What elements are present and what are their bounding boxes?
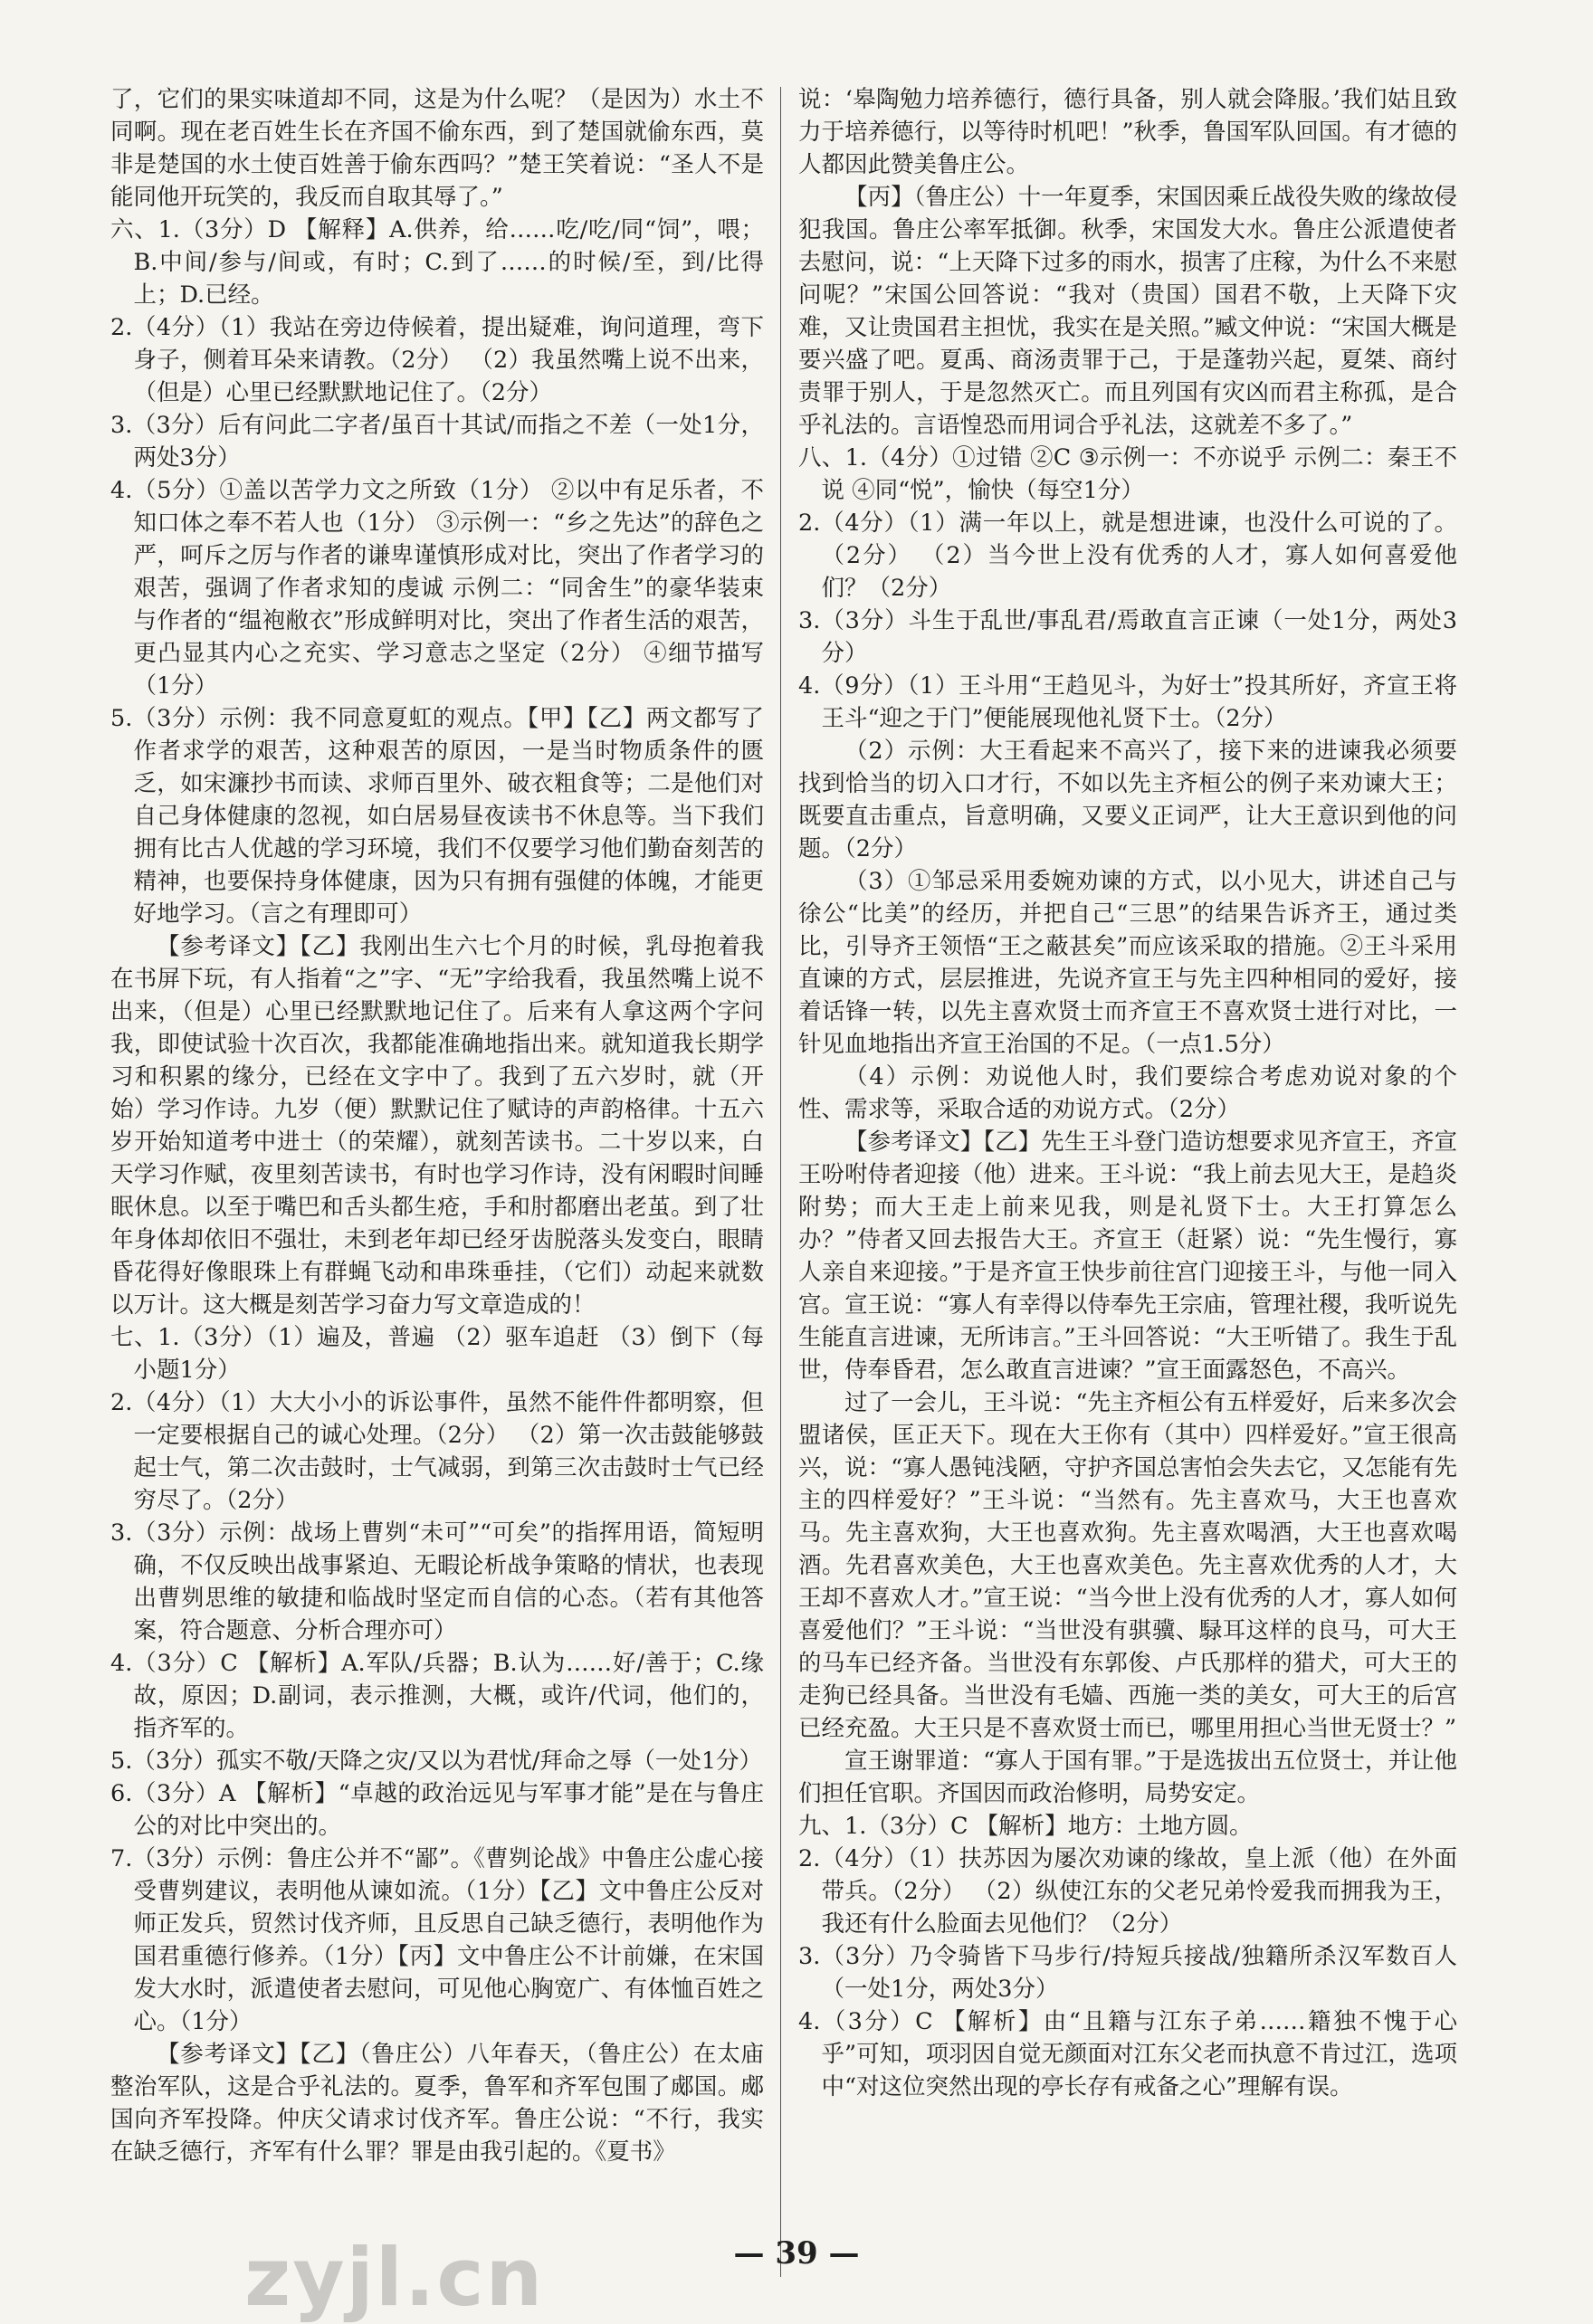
column-divider: [780, 87, 781, 2277]
paragraph: 宣王谢罪道：“寡人于国有罪。”于是选拔出五位贤士，并让他们担任官职。齐国因而政治修明，局势安定。: [798, 1748, 1457, 1807]
paragraph: 【参考译文】【乙】先生王斗登门造访想要求见齐宣王，齐宣王吩咐侍者迎接（他）进来。王斗说：“我上前去见大王，是趋炎附势；而大王走上前来见我，则是礼贤下士。大王打算怎么办？”侍者又回去报告大王。齐宣王（赶紧）说：“先生慢行，寡人亲自来迎接。”于是齐宣王快步前往宫门迎接王斗，与他一同入宫。宣王说：“寡人有幸得以侍奉先王宗庙，管理社稷，我听说先生能直言进谏，无所讳言。”王斗回答说：“大王听错了。我生于乱世，侍奉昏君，怎么敢直言进谏？”宣王面露怒色，不高兴。: [798, 1129, 1457, 1384]
paragraph: 【丙】（鲁庄公）十一年夏季，宋国因乘丘战役失败的缘故侵犯我国。鲁庄公率军抵御。秋季，宋国发大水。鲁庄公派遣使者去慰问，说：“上天降下过多的雨水，损害了庄稼，为什么不来慰问呢？”宋国公回答说：“我对（贵国）国君不敬，上天降下灾难，又让贵国君主担忧，我实在是关照。”臧文仲说：“宋国大概是要兴盛了吧。夏禹、商汤责罪于己，于是蓬勃兴起，夏桀、商纣责罪于别人，于是忽然灭亡。而且列国有灾凶而君主称孤，是合乎礼法的。言语惶恐而用词合乎礼法，这就差不多了。”: [798, 184, 1457, 439]
paragraph: 【参考译文】【乙】（鲁庄公）八年春天，（鲁庄公）在太庙整治军队，这是合乎礼法的。夏季，鲁军和齐军包围了郕国。郕国向齐军投降。仲庆父请求讨伐齐军。鲁庄公说：“不行，我实在缺乏德行，齐军有什么罪？罪是由我引起的。《夏书》: [110, 2041, 764, 2166]
paragraph: 说：‘皋陶勉力培养德行，德行具备，别人就会降服。’我们姑且致力于培养德行，以等待时机吧！”秋季，鲁国军队回国。有才德的人都因此赞美鲁庄公。: [798, 86, 1457, 178]
paragraph: 5.（3分）示例：我不同意夏虹的观点。【甲】【乙】两文都写了作者求学的艰苦，这种艰苦的原因，一是当时物质条件的匮乏，如宋濂抄书而读、求师百里外、破衣粗食等；二是他们对自己身体健康的忽视，如白居易昼夜读书不休息等。当下我们拥有比古人优越的学习环境，我们不仅要学习他们勤奋刻苦的精神，也要保持身体健康，因为只有拥有强健的体魄，才能更好地学习。（言之有理即可）: [110, 705, 764, 928]
paragraph: 4.（5分）①盖以苦学力文之所致（1分） ②以中有足乐者，不知口体之奉不若人也（1分） ③示例一：“乡之先达”的辞色之严，呵斥之厉与作者的谦卑谨慎形成对比，突出了作者学习的艰苦，强调了作者求知的虔诚 示例二：“同舍生”的豪华装束与作者的“缊袍敝衣”形成鲜明对比，突出了作者生活的艰苦，更凸显其内心之充实、学习意志之坚定（2分） ④细节描写（1分）: [110, 477, 764, 700]
paragraph: 2.（4分）（1）满一年以上，就是想进谏，也没什么可说的了。（2分） （2）当今世上没有优秀的人才，寡人如何喜爱他们？（2分）: [798, 510, 1457, 602]
paragraph: 七、1.（3分）（1）遍及，普遍 （2）驱车追赶 （3）倒下（每小题1分）: [110, 1324, 764, 1384]
paragraph: 5.（3分）孤实不敬/天降之灾/又以为君忧/拜命之辱（一处1分）: [110, 1748, 763, 1775]
left-column: [110, 83, 764, 2168]
paragraph: 2.（4分）（1）大大小小的诉讼事件，虽然不能件件都明察，但一定要根据自己的诚心处理。（2分） （2）第一次击鼓能够鼓起士气，第二次击鼓时，士气减弱，到第三次击鼓时士气已经穷尽了。（2分）: [110, 1389, 764, 1514]
paragraph: 八、1.（4分）①过错 ②C ③示例一：不亦说乎 示例二：秦王不说 ④同“悦”，愉快（每空1分）: [798, 444, 1457, 504]
paragraph: 2.（4分）（1）扶苏因为屡次劝谏的缘故，皇上派（他）在外面带兵。（2分） （2）纵使江东的父老兄弟怜爱我而拥我为王，我还有什么脸面去见他们？（2分）: [798, 1845, 1457, 1938]
page-number: — 39 —: [733, 2235, 860, 2272]
paragraph: 4.（3分）C 【解析】A.军队/兵器；B.认为……好/善于；C.缘故，原因；D.副词，表示推测，大概，或许/代词，他们的，指齐军的。: [110, 1650, 764, 1742]
paragraph: 2.（4分）（1）我站在旁边侍候着，提出疑难，询问道理，弯下身子，侧着耳朵来请教。（2分） （2）我虽然嘴上说不出来，（但是）心里已经默默地记住了。（2分）: [110, 314, 764, 406]
paragraph: 4.（3分）C 【解析】由“且籍与江东子弟……籍独不愧于心乎”可知，项羽因自觉无颜面对江东父老而执意不肯过江，选项中“对这位突然出现的亭长存有戒备之心”理解有误。: [798, 2008, 1457, 2100]
paragraph: 7.（3分）示例：鲁庄公并不“鄙”。《曹刿论战》中鲁庄公虚心接受曹刿建议，表明他从谏如流。（1分）【乙】文中鲁庄公反对师正发兵，贸然讨伐齐师，且反思自己缺乏德行，表明他作为国君重德行修养。（1分）【丙】文中鲁庄公不计前嫌，在宋国发大水时，派遣使者去慰问，可见他心胸宽广、有体恤百姓之心。（1分）: [110, 1845, 764, 2035]
paragraph: （4）示例：劝说他人时，我们要综合考虑劝说对象的个性、需求等，采取合适的劝说方式。（2分）: [798, 1063, 1457, 1123]
watermark: zyjl.cn: [244, 2231, 545, 2324]
paragraph: 了，它们的果实味道却不同，这是为什么呢？（是因为）水土不同啊。现在老百姓生长在齐国不偷东西，到了楚国就偷东西，莫非是楚国的水土使百姓善于偷东西吗？”楚王笑着说：“圣人不是能同他开玩笑的，我反而自取其辱了。”: [110, 86, 764, 211]
paragraph: 3.（3分）示例：战场上曹刿“未可”“可矣”的指挥用语，简短明确，不仅反映出战事紧迫、无暇论析战争策略的情状，也表现出曹刿思维的敏捷和临战时坚定而自信的心态。（若有其他答案，符合题意、分析合理亦可）: [110, 1519, 764, 1644]
paragraph: 过了一会儿，王斗说：“先主齐桓公有五样爱好，后来多次会盟诸侯，匡正天下。现在大王你有（其中）四样爱好。”宣王很高兴，说：“寡人愚钝浅陋，守护齐国总害怕会失去它，又怎能有先主的四样爱好？”王斗说：“当然有。先主喜欢马，大王也喜欢马。先主喜欢狗，大王也喜欢狗。先主喜欢喝酒，大王也喜欢喝酒。先君喜欢美色，大王也喜欢美色。先主喜欢优秀的人才，大王却不喜欢人才。”宣王说：“当今世上没有优秀的人才，寡人如何喜爱他们？”王斗说：“当世没有骐骥、騄耳这样的良马，可大王的马车已经齐备。当世没有东郭俊、卢氏那样的猎犬，可大王的走狗已经具备。当世没有毛嫱、西施一类的美女，可大王的后宫已经充盈。大王只是不喜欢贤士而已，哪里用担心当世无贤士？”: [798, 1389, 1457, 1742]
paragraph: 九、1.（3分）C 【解析】地方：土地方圆。: [798, 1813, 1253, 1840]
paragraph: 6.（3分）A 【解析】“卓越的政治远见与军事才能”是在与鲁庄公的对比中突出的。: [110, 1780, 764, 1840]
paragraph: 4.（9分）（1）王斗用“王趋见斗，为好士”投其所好，齐宣王将王斗“迎之于门”便能展现他礼贤下士。（2分）: [798, 672, 1457, 732]
paragraph: 3.（3分）乃令骑皆下马步行/持短兵接战/独籍所杀汉军数百人（一处1分，两处3分）: [798, 1943, 1457, 2003]
paragraph: 六、1.（3分）D 【解释】A.供养，给……吃/吃/同“饲”，喂；B.中间/参与/间或，有时；C.到了……的时候/至，到/比得上；D.已经。: [110, 216, 764, 309]
paragraph: 3.（3分）斗生于乱世/事乱君/焉敢直言正谏（一处1分，两处3分）: [798, 607, 1457, 667]
paragraph: 3.（3分）后有问此二字者/虽百十其试/而指之不差（一处1分，两处3分）: [110, 412, 764, 471]
paragraph: （2）示例：大王看起来不高兴了，接下来的进谏我必须要找到恰当的切入口才行，不如以先主齐桓公的例子来劝谏大王；既要直击重点，旨意明确，又要义正词严，让大王意识到他的问题。（2分）: [798, 738, 1457, 862]
paragraph: （3）①邹忌采用委婉劝谏的方式，以小见大，讲述自己与徐公“比美”的经历，并把自己“三思”的结果告诉齐王，通过类比，引导齐王领悟“王之蔽甚矣”而应该采取的措施。②王斗采用直谏的方式，层层推进，先说齐宣王与先主四种相同的爱好，接着话锋一转，以先主喜欢贤士而齐宣王不喜欢贤士进行对比，一针见血地指出齐宣王治国的不足。（一点1.5分）: [798, 868, 1457, 1058]
paragraph: 【参考译文】【乙】我刚出生六七个月的时候，乳母抱着我在书屏下玩，有人指着“之”字、“无”字给我看，我虽然嘴上说不出来，（但是）心里已经默默地记住了。后来有人拿这两个字问我，即使试验十次百次，我都能准确地指出来。就知道我长期学习和积累的缘分，已经在文字中了。我到了五六岁时，就（开始）学习作诗。九岁（便）默默记住了赋诗的声韵格律。十五六岁开始知道考中进士（的荣耀），就刻苦读书。二十岁以来，白天学习作赋，夜里刻苦读书，有时也学习作诗，没有闲暇时间睡眠休息。以至于嘴巴和舌头都生疮，手和肘都磨出老茧。到了壮年身体却依旧不强壮，未到老年却已经牙齿脱落头发变白，眼睛昏花得好像眼珠上有群蝇飞动和串珠垂挂，（它们）动起来就数以万计。这大概是刻苦学习奋力写文章造成的！: [110, 933, 764, 1319]
right-column: [798, 83, 1457, 2103]
